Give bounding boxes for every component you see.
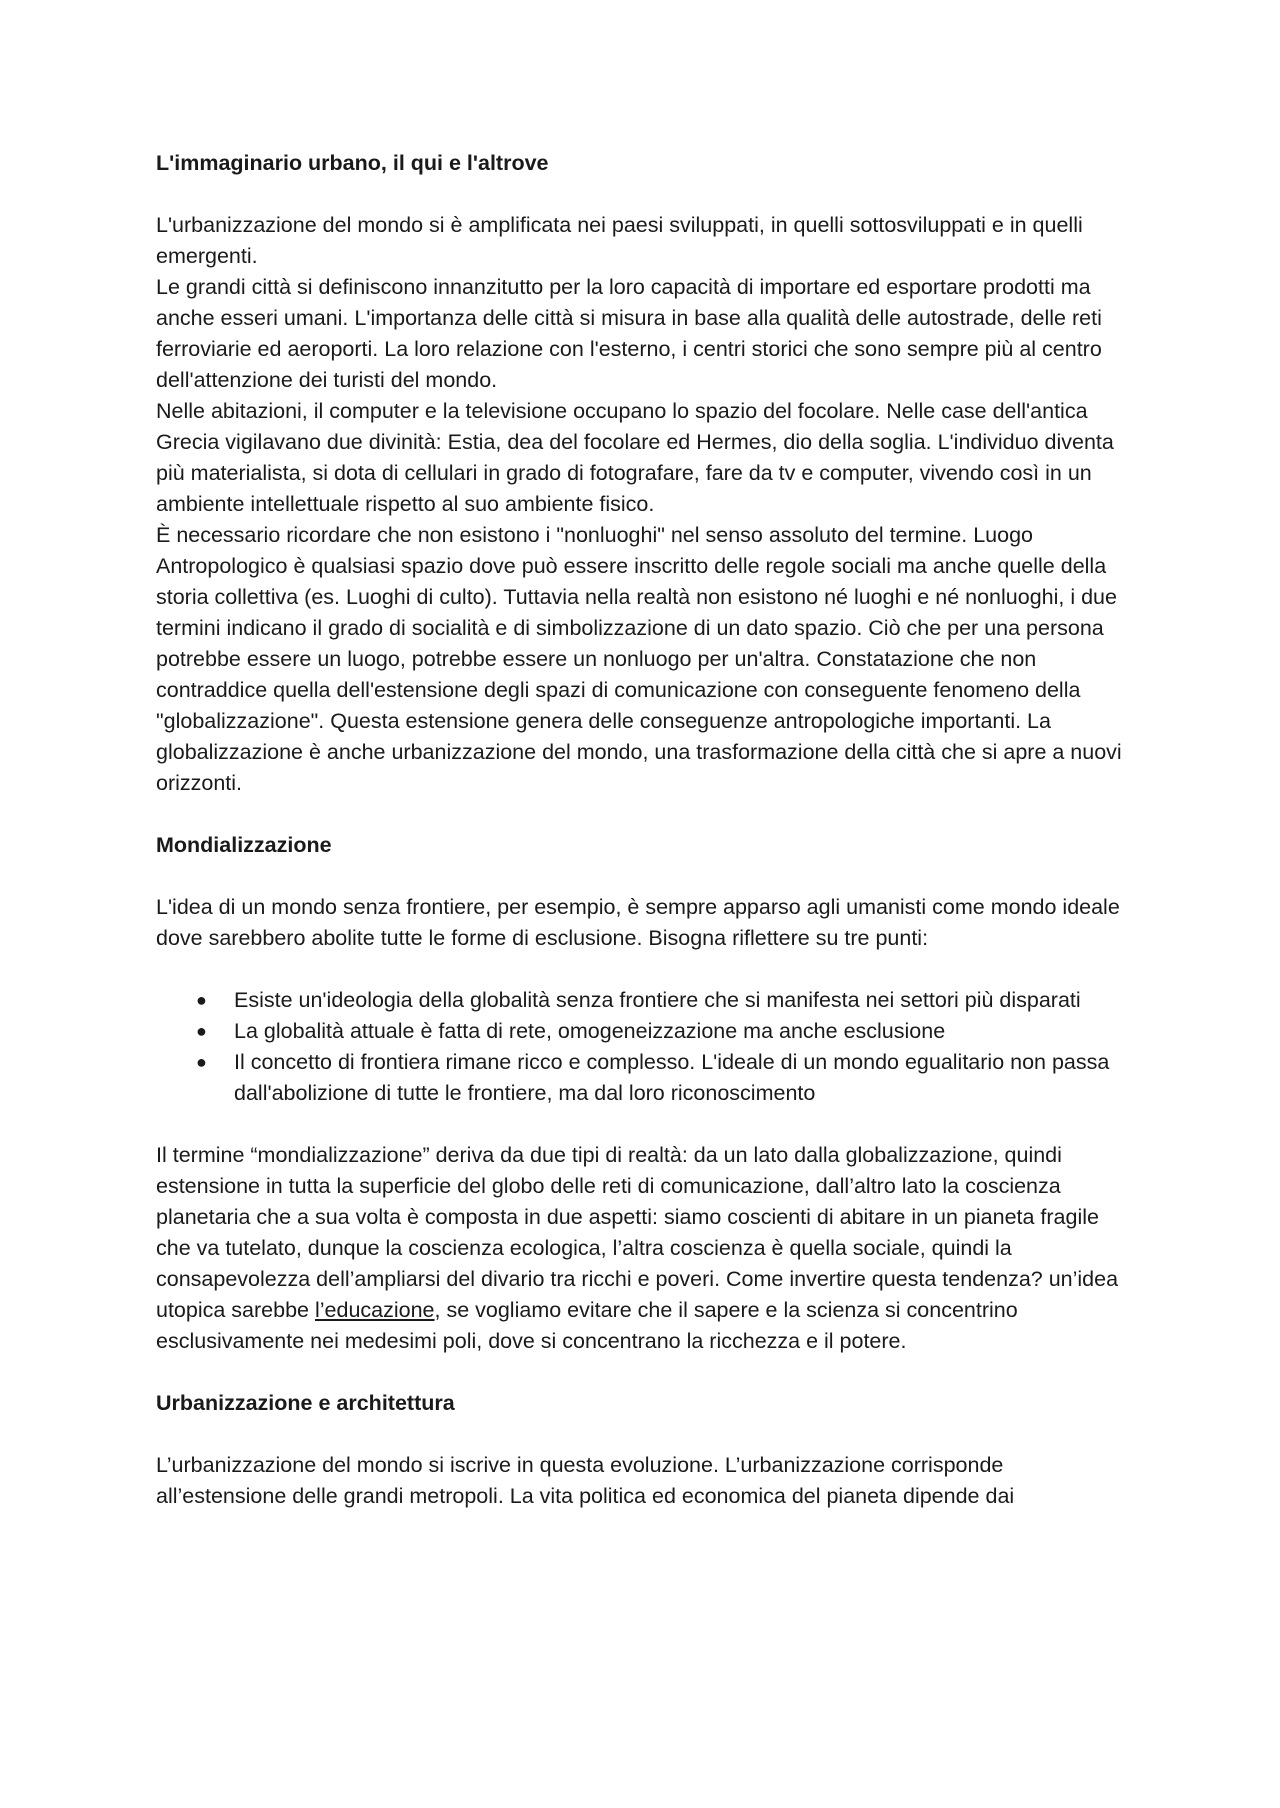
section-heading: Urbanizzazione e architettura: [156, 1391, 455, 1415]
spacer: [156, 1109, 1136, 1140]
paragraph: L’urbanizzazione del mondo si iscrive in questa evoluzione. L’urbanizzazione corrisponde all’estensione delle grandi metropoli. La vita politica ed economica del pianeta dipende dai: [156, 1453, 1015, 1508]
bullet-icon: ●: [196, 1052, 207, 1072]
list-item-text: La globalità attuale è fatta di rete, omogeneizzazione ma anche esclusione: [234, 1019, 946, 1043]
paragraph: Nelle abitazioni, il computer e la televisione occupano lo spazio del focolare. Nelle case dell'antica Grecia vigilavano due divinità: Estia, dea del focolare ed Hermes, dio della soglia. L'individuo diventa più materialista, si dota di cellulari in grado di fotografare, fare da tv e computer, vivendo così in un ambiente intellettuale rispetto al suo ambiente fisico.: [156, 399, 1114, 516]
paragraph: Le grandi città si definiscono innanzitutto per la loro capacità di importare ed esportare prodotti ma anche esseri umani. L'importanza delle città si misura in base alla qualità delle autostrade, delle reti ferroviarie ed aeroporti. La loro relazione con l'esterno, i centri storici che sono sempre più al centro dell'attenzione dei turisti del mondo.: [156, 275, 1102, 392]
list-item: [156, 1016, 1136, 1047]
document-page: [156, 148, 1136, 1512]
spacer: [156, 1357, 1136, 1388]
paragraph: [156, 1140, 1136, 1357]
paragraph-text: Il termine “mondializzazione” deriva da due tipi di realtà: da un lato dalla globalizzazione, quindi estensione in tutta la superficie del globo delle reti di comunicazione, dall’altro lato la coscienza planetaria che a sua volta è composta in due aspetti: siamo coscienti di abitare in un pianeta fragile che va tutelato, dunque la coscienza ecologica, l’altra coscienza è quella sociale, quindi la consapevolezza dell’ampliarsi del divario tra ricchi e poveri. Come invertire questa tendenza? un’idea utopica sarebbe: [156, 1143, 1119, 1322]
section-heading: Mondializzazione: [156, 833, 332, 857]
list-item-text: Il concetto di frontiera rimane ricco e complesso. L'ideale di un mondo egualitario non passa dall'abolizione di tutte le frontiere, ma dal loro riconoscimento: [234, 1050, 1110, 1105]
spacer: [156, 861, 1136, 892]
paragraph: L'idea di un mondo senza frontiere, per esempio, è sempre apparso agli umanisti come mondo ideale dove sarebbero abolite tutte le forme di esclusione. Bisogna riflettere su tre punti:: [156, 895, 1120, 950]
bullet-icon: ●: [196, 990, 207, 1010]
paragraph-text: , se vogliamo evitare che il sapere e la scienza si concentrino esclusivamente nei medesimi poli, dove si concentrano la ricchezza e il potere.: [156, 1298, 1018, 1353]
list-item-text: Esiste un'ideologia della globalità senza frontiere che si manifesta nei settori più disparati: [234, 988, 1081, 1012]
spacer: [156, 954, 1136, 985]
bullet-icon: ●: [196, 1021, 207, 1041]
bullet-list: [156, 985, 1136, 1109]
paragraph: È necessario ricordare che non esistono i "nonluoghi" nel senso assoluto del termine. Luogo Antropologico è qualsiasi spazio dove può essere inscritto delle regole sociali ma anche quelle della storia collettiva (es. Luoghi di culto). Tuttavia nella realtà non esistono né luoghi e né nonluoghi, i due termini indicano il grado di socialità e di simbolizzazione di un dato spazio. Ciò che per una persona potrebbe essere un luogo, potrebbe essere un nonluogo per un'altra. Constatazione che non contraddice quella dell'estensione degli spazi di comunicazione con conseguente fenomeno della "globalizzazione". Questa estensione genera delle conseguenze antropologiche importanti. La globalizzazione è anche urbanizzazione del mondo, una trasformazione della città che si apre a nuovi orizzonti.: [156, 523, 1122, 795]
spacer: [156, 179, 1136, 210]
spacer: [156, 1419, 1136, 1450]
spacer: [156, 799, 1136, 830]
list-item: [156, 985, 1136, 1016]
paragraph: L'urbanizzazione del mondo si è amplificata nei paesi sviluppati, in quelli sottosviluppati e in quelli emergenti.: [156, 213, 1083, 268]
section-heading: L'immaginario urbano, il qui e l'altrove: [156, 151, 549, 175]
underlined-term: l’educazione: [314, 1298, 435, 1322]
list-item: [156, 1047, 1136, 1109]
